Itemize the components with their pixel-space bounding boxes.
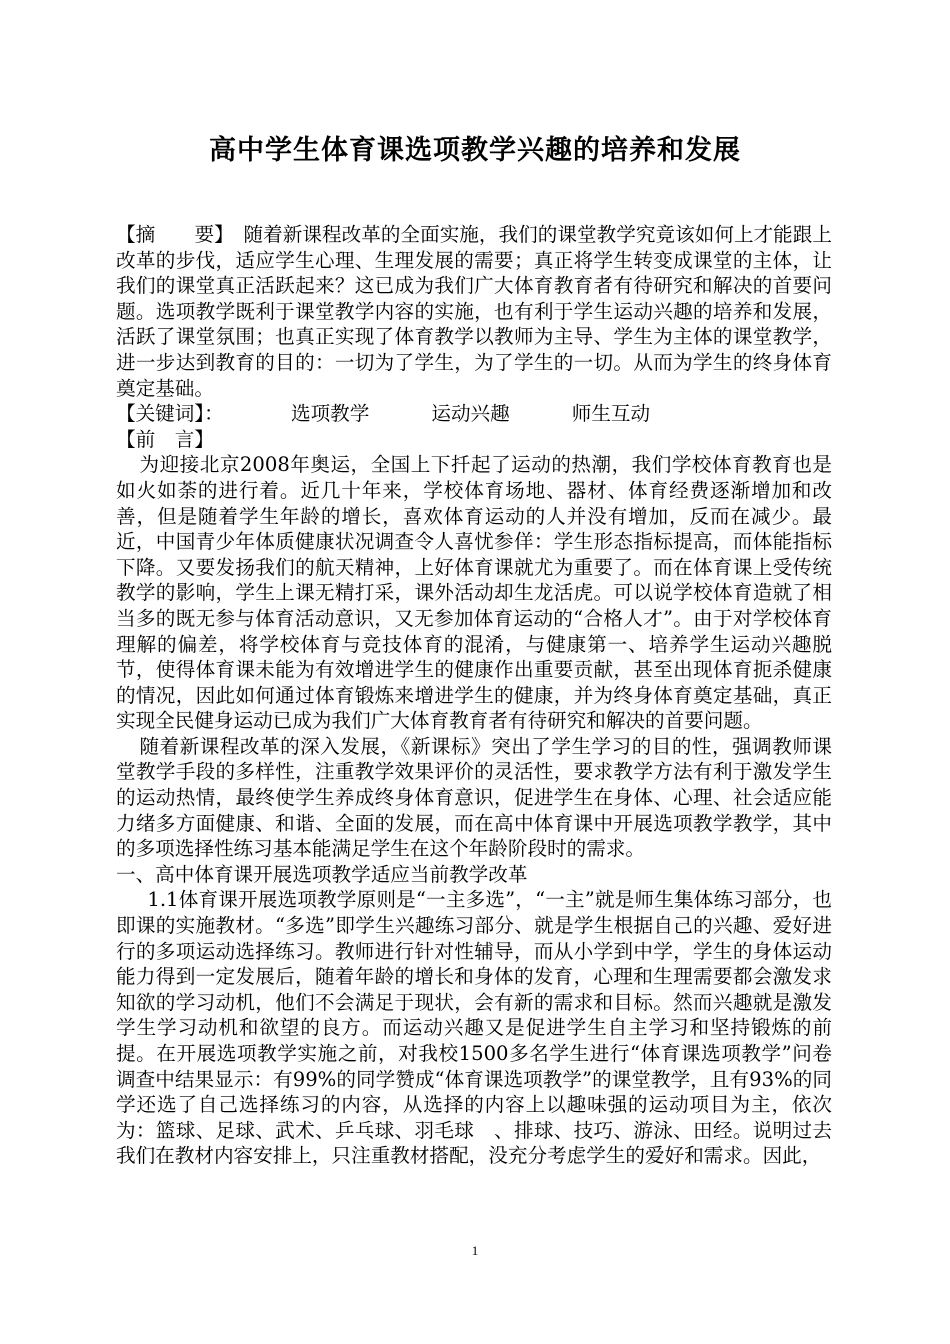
keywords-label: 【关键词】： [116, 402, 224, 426]
section-heading-1: 一、高中体育课开展选项教学适应当前教学改革 [116, 862, 528, 886]
section-1-1-paragraph: 1.1体育课开展选项教学原则是“一主多选”，“一主”就是师生集体练习部分，也即课的实施教材。“多选”即学生兴趣练习部分、就是学生根据自己的兴趣、爱好进行的多项运动选择练习。教师进行针对性辅导，而从小学到中学，学生的身体运动能力得到一定发展后，随着年龄的增长和身体的发育，心理和生理需要都会激发求知欲的学习动机，他们不会满足于现状，会有新的需求和目标。然而兴趣就是激发学生学习动机和欲望的良方。而运动兴趣又是促进学生自主学习和坚持锻炼的前提。在开展选项教学实施之前，对我校1500多名学生进行“体育课选项教学”问卷调查中结果显示：有99%的同学赞成“体育课选项教学”的课堂教学，且有93%的同学还选了自己选择练习的内容，从选择的内容上以趣味强的运动项目为主，依次为：篮球、足球、武术、乒乓球、羽毛球 、排球、技巧、游泳、田经。说明过去我们在教材内容安排上，只注重教材搭配，没充分考虑学生的爱好和需求。因此， [116, 888, 832, 1168]
abstract-text: 随着新课程改革的全面实施，我们的课堂教学究竟该如何上才能跟上改革的步伐，适应学生心理、生理发展的需要；真正将学生转变成课堂的主体，让我们的课堂真正活跃起来？这已成为我们广大体育教育者有待研究和解决的首要问题。选项教学既利于课堂教学内容的实施，也有利于学生运动兴趣的培养和发展，活跃了课堂氛围；也真正实现了体育教学以教师为主导、学生为主体的课堂教学，进一步达到教育的目的：一切为了学生，为了学生的一切。从而为学生的终身体育奠定基础。 [116, 223, 833, 400]
abstract-paragraph [116, 222, 832, 401]
keyword-2: 运动兴趣 [431, 402, 510, 426]
keywords-line [116, 401, 832, 427]
preface-paragraph-1: 为迎接北京2008年奥运，全国上下扦起了运动的热潮，我们学校体育教育也是如火如荼的进行着。近几十年来，学校体育场地、器材、体育经费逐渐增加和改善，但是随着学生年龄的增长，喜欢体育运动的人并没有增加，反而在减少。最近，中国青少年体质健康状况调查令人喜忧参佯：学生形态指标提高，而体能指标下降。又要发扬我们的航天精神，上好体育课就尤为重要了。而在体育课上受传统教学的影响，学生上课无精打采，课外活动却生龙活虎。可以说学校体育造就了相当多的既无参与体育活动意识，又无参加体育运动的“合格人才”。由于对学校体育理解的偏差，将学校体育与竞技体育的混淆，与健康第一、培养学生运动兴趣脱节，使得体育课未能为有效增进学生的健康作出重要贡献，甚至出现体育扼杀健康的情况，因此如何通过体育锻炼来增进学生的健康，并为终身体育奠定基础，真正实现全民健身运动已成为我们广大体育教育者有待研究和解决的首要问题。 [116, 453, 832, 733]
abstract-label: 【摘 要】 [116, 223, 224, 246]
keyword-3: 师生互动 [571, 402, 651, 426]
document-body [116, 222, 832, 1169]
preface-paragraph-2: 随着新课程改革的深入发展，《新课标》突出了学生学习的目的性，强调教师课堂教学手段的多样性，注重教学效果评价的灵活性，要求教学方法有利于激发学生的运动热情，最终使学生养成终身体育意识，促进学生在身体、心理、社会适应能力绪多方面健康、和谐、全面的发展，而在高中体育课中开展选项教学教学，其中的多项选择性练习基本能满足学生在这个年龄阶段时的需求。 [116, 734, 832, 861]
page-number: 1 [471, 1243, 479, 1258]
preface-label: 【前 言】 [116, 427, 214, 451]
document-title: 高中学生体育课选项教学兴趣的培养和发展 [209, 135, 741, 166]
keyword-1: 选项教学 [291, 402, 370, 426]
